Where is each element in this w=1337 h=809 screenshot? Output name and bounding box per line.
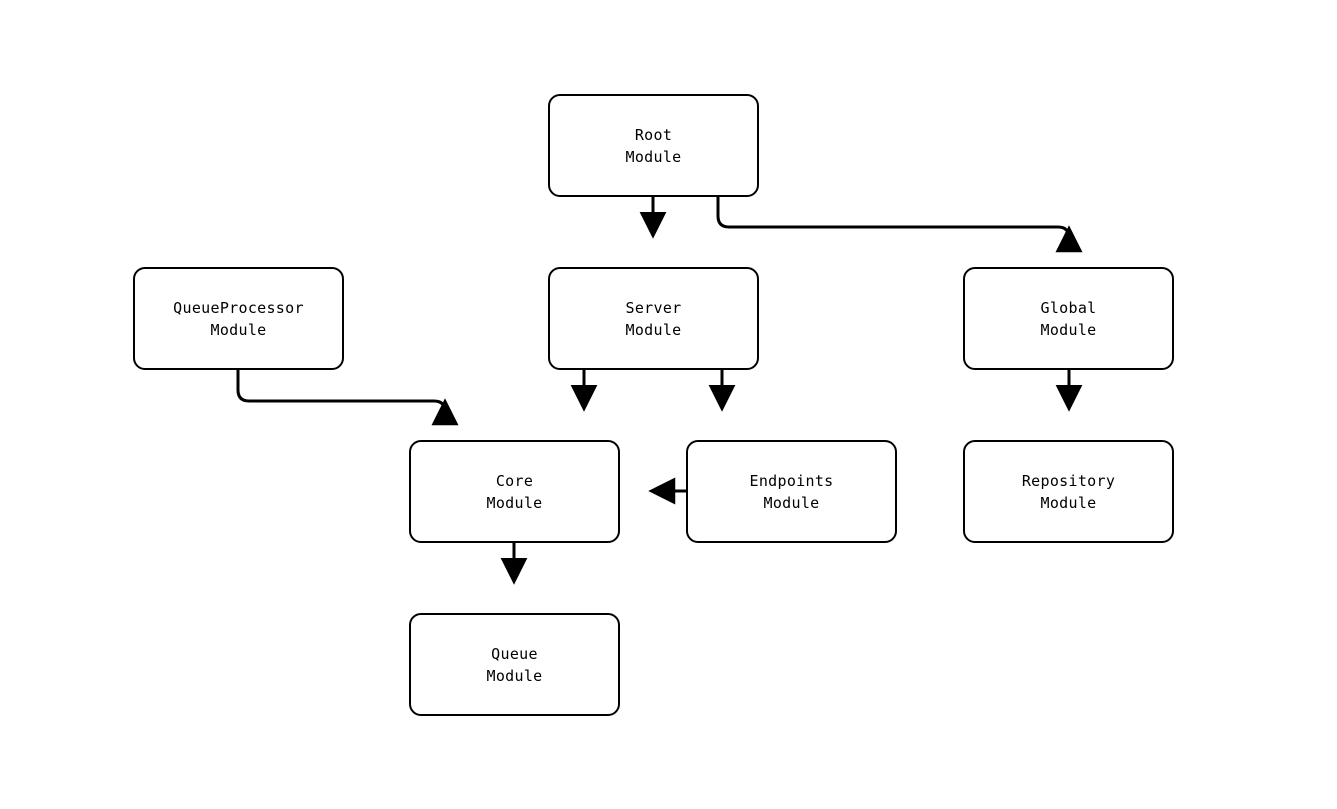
node-label-line2: Module xyxy=(763,493,820,512)
edge-root-to-global xyxy=(718,197,1069,238)
node-repository-module[interactable] xyxy=(963,440,1174,543)
node-global-module[interactable] xyxy=(963,267,1174,370)
node-label-line2: Module xyxy=(625,147,682,166)
node-label-line2: Module xyxy=(486,493,543,512)
node-core-module[interactable] xyxy=(409,440,620,543)
node-label-line2: Module xyxy=(625,320,682,339)
node-label-line1: Repository xyxy=(1021,471,1116,490)
node-root-module[interactable] xyxy=(548,94,759,197)
node-label-line2: Module xyxy=(210,320,267,339)
node-label-line1: Global xyxy=(1040,298,1097,317)
edge-queueprocessor-to-core xyxy=(238,370,445,412)
node-server-module[interactable] xyxy=(548,267,759,370)
node-label-line1: Root xyxy=(634,125,673,144)
node-label-line1: Endpoints xyxy=(749,471,834,490)
node-label-line1: Server xyxy=(625,298,682,317)
node-label-line1: Queue xyxy=(491,644,538,663)
node-endpoints-module[interactable] xyxy=(686,440,897,543)
node-label-line2: Module xyxy=(486,666,543,685)
node-label-line1: QueueProcessor xyxy=(173,298,304,317)
node-queue-module[interactable] xyxy=(409,613,620,716)
node-label-line1: Core xyxy=(495,471,534,490)
node-queueprocessor-module[interactable] xyxy=(133,267,344,370)
node-label-line2: Module xyxy=(1040,493,1097,512)
node-label-line2: Module xyxy=(1040,320,1097,339)
